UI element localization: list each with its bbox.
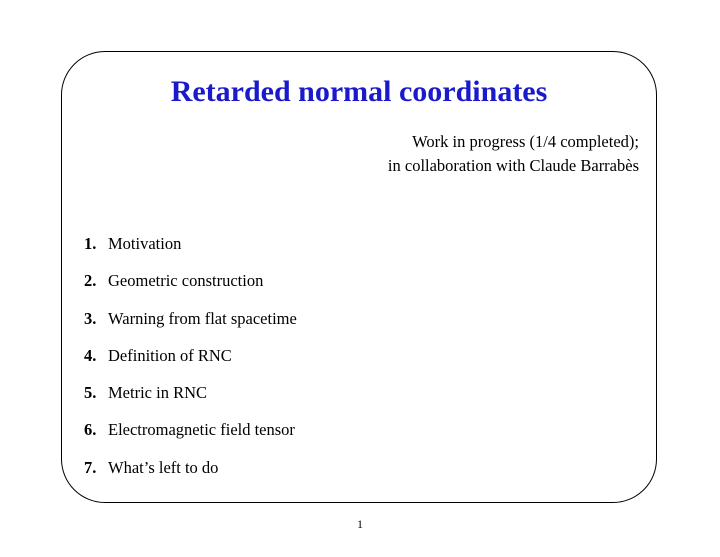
outline-item-number: 7. [84,457,97,477]
outline-item-text: Motivation [108,234,182,253]
outline-item-number: 5. [84,383,97,403]
slide-subtitle [388,130,639,178]
outline-item-number: 1. [84,234,97,253]
outline-item [84,269,297,306]
outline-item-number: 3. [84,308,97,328]
outline-item-text: Electromagnetic field tensor [108,420,295,440]
outline-item-text: Warning from flat spacetime [108,308,297,328]
outline-item [84,456,297,493]
outline-item [84,418,297,455]
subtitle-line-1: Work in progress (1/4 completed); [412,132,639,151]
outline-item [84,232,297,269]
outline-item-number: 6. [84,420,97,440]
outline-item [84,381,297,418]
outline-item-number: 2. [84,271,97,291]
outline-item-text: Geometric construction [108,271,264,291]
page-number: 1 [357,517,363,531]
outline-item-text: Definition of RNC [108,345,232,365]
slide-title: Retarded normal coordinates [170,75,548,108]
outline-item [84,307,297,344]
subtitle-line-2: in collaboration with Claude Barrabès [387,156,639,175]
outline-item-text: Metric in RNC [108,383,207,403]
outline-item-text: What’s left to do [108,457,219,477]
outline-item-number: 4. [84,345,97,365]
outline-item [84,344,297,381]
outline-list [84,232,297,493]
